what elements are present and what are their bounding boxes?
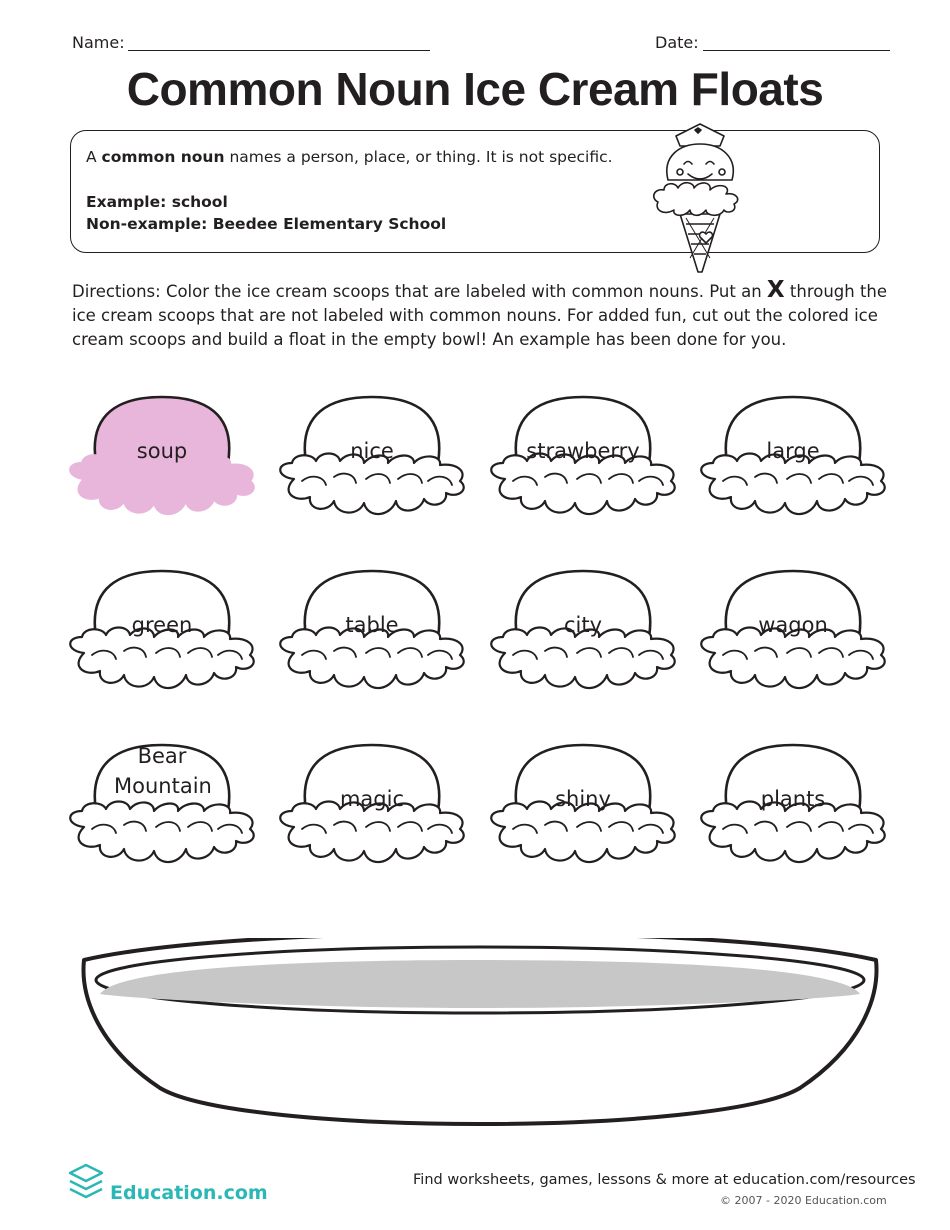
- scoop-wagon[interactable]: [693, 567, 893, 717]
- name-line[interactable]: [128, 50, 430, 51]
- scoop-label: table: [345, 613, 399, 637]
- scoop-label: soup: [136, 439, 188, 463]
- scoop-large[interactable]: [693, 393, 893, 543]
- scoop-nice[interactable]: [272, 393, 472, 543]
- example-text: Example: school: [86, 193, 228, 211]
- footer-tagline: Find worksheets, games, lessons & more at education.com/resources: [413, 1172, 916, 1188]
- date-label: Date:: [655, 33, 699, 52]
- date-line[interactable]: [703, 50, 890, 51]
- empty-bowl: [80, 938, 880, 1138]
- scoop-strawberry[interactable]: [483, 393, 683, 543]
- scoop-soup[interactable]: [62, 393, 262, 543]
- scoop-label: strawberry: [526, 439, 640, 463]
- scoop-green[interactable]: [62, 567, 262, 717]
- non-example-text: Non-example: Beedee Elementary School: [86, 215, 447, 233]
- scoop-magic[interactable]: [272, 741, 472, 891]
- scoop-label: large: [766, 439, 820, 463]
- scoop-table[interactable]: [272, 567, 472, 717]
- scoop-label: nice: [350, 439, 394, 463]
- scoop-label: green: [131, 613, 193, 637]
- definition-text: A common noun names a person, place, or thing. It is not specific.: [86, 148, 613, 166]
- scoop-bear-mountain[interactable]: [62, 741, 262, 891]
- scoop-label: wagon: [758, 613, 828, 637]
- scoop-plants[interactable]: [693, 741, 893, 891]
- scoop-shiny[interactable]: [483, 741, 683, 891]
- scoop-label: Bear Mountain: [114, 744, 212, 798]
- education-logo-icon: [66, 1163, 106, 1203]
- page-title: Common Noun Ice Cream Floats: [126, 63, 824, 115]
- definition-term: common noun: [101, 148, 225, 166]
- name-label: Name:: [72, 33, 125, 52]
- ice-cream-mascot-icon: [640, 118, 760, 278]
- scoop-label: magic: [339, 787, 405, 811]
- scoop-label: shiny: [555, 787, 611, 811]
- directions-text: Directions: Color the ice cream scoops that are labeled with common nouns. Put an X through the ice cream scoops that are not labeled with common nouns. For added fun, cut out the colored ice cream scoops and build a float in the empty bowl! An example has been done for you.: [72, 277, 888, 349]
- x-mark: X: [766, 277, 785, 303]
- scoop-label: plants: [760, 787, 826, 811]
- scoop-city[interactable]: [483, 567, 683, 717]
- scoop-label: city: [563, 613, 603, 637]
- footer-copyright: © 2007 - 2020 Education.com: [720, 1194, 887, 1207]
- education-logo-text[interactable]: Education.com: [110, 1182, 268, 1204]
